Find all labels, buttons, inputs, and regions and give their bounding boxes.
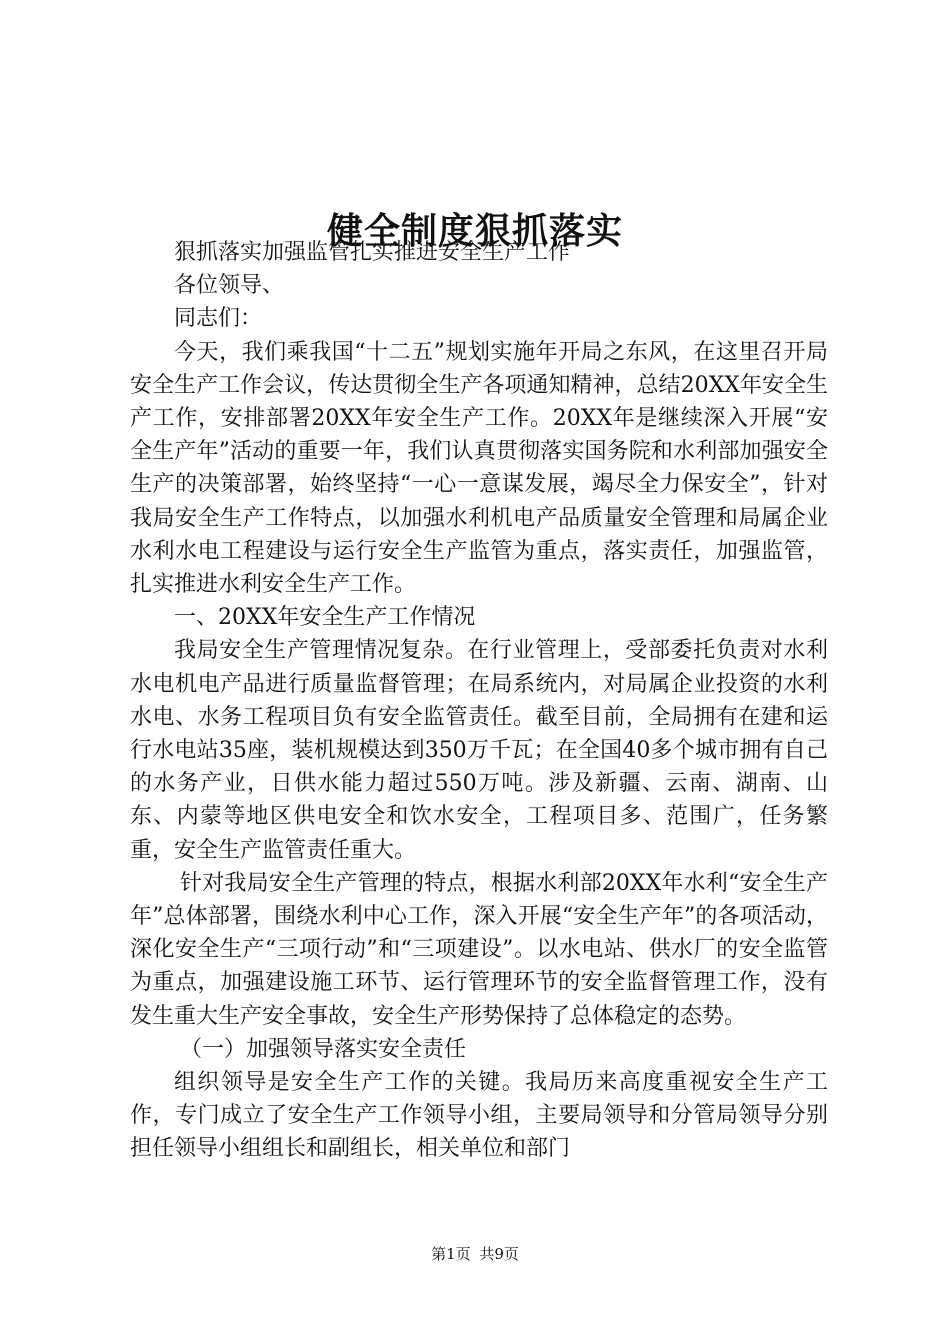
page-title: 健全制度狠抓落实 (326, 211, 623, 253)
document-subtitle: 狠抓落实加强监管扎实推进安全生产工作 (174, 240, 571, 265)
section-heading: 一、20XX年安全生产工作情况 (174, 605, 476, 631)
salutation-line: 同志们： (174, 306, 263, 332)
body-paragraph: 组织领导是安全生产工作的关键。我局历来高度重视安全生产工作，专门成立了安全生产工作领导小组，主要局领导和分管局领导分别担任领导小组组长和副组长，相关单位和部门 (130, 1070, 828, 1162)
subsection-heading: （一）加强领导落实安全责任 (180, 1036, 467, 1062)
body-paragraph: 今天，我们乘我国“十二五”规划实施年开局之东风，在这里召开局安全生产工作会议，传达贯彻全生产各项通知精神，总结20XX年安全生产工作，安排部署20XX年安全生产工作。20XX年是继续深入开展“安全生产年”活动的重要一年，我们认真贯彻落实国务院和水利部加强安全生产的决策部署，始终坚持“一心一意谋发展，竭尽全力保安全”，针对我局安全生产工作特点，以加强水利机电产品质量安全管理和局属企业水利水电工程建设与运行安全生产监管为重点，落实责任，加强监管，扎实推进水利安全生产工作。 (130, 339, 828, 598)
body-paragraph: 针对我局安全生产管理的特点，根据水利部20XX年水利“安全生产年”总体部署，围绕水利中心工作，深入开展“安全生产年”的各项活动，深化安全生产“三项行动”和“三项建设”。以水电站、供水厂的安全监管为重点，加强建设施工环节、运行管理环节的安全监督管理工作，没有发生重大生产安全事故，安全生产形势保持了总体稳定的态势。 (130, 870, 828, 1029)
document-body (130, 236, 828, 1166)
salutation-line: 各位领导、 (174, 273, 285, 299)
page-number-footer: 第1页 共9页 (431, 1245, 519, 1263)
body-paragraph: 我局安全生产管理情况复杂。在行业管理上，受部委托负责对水利水电机电产品进行质量监督管理；在局系统内，对局属企业投资的水利水电、水务工程项目负有安全监管责任。截至目前，全局拥有在建和运行水电站35座，装机规模达到350万千瓦；在全国40多个城市拥有自己的水务产业，日供水能力超过550万吨。涉及新疆、云南、湖南、山东、内蒙等地区供电安全和饮水安全，工程项目多、范围广，任务繁重，安全生产监管责任重大。 (130, 638, 828, 863)
